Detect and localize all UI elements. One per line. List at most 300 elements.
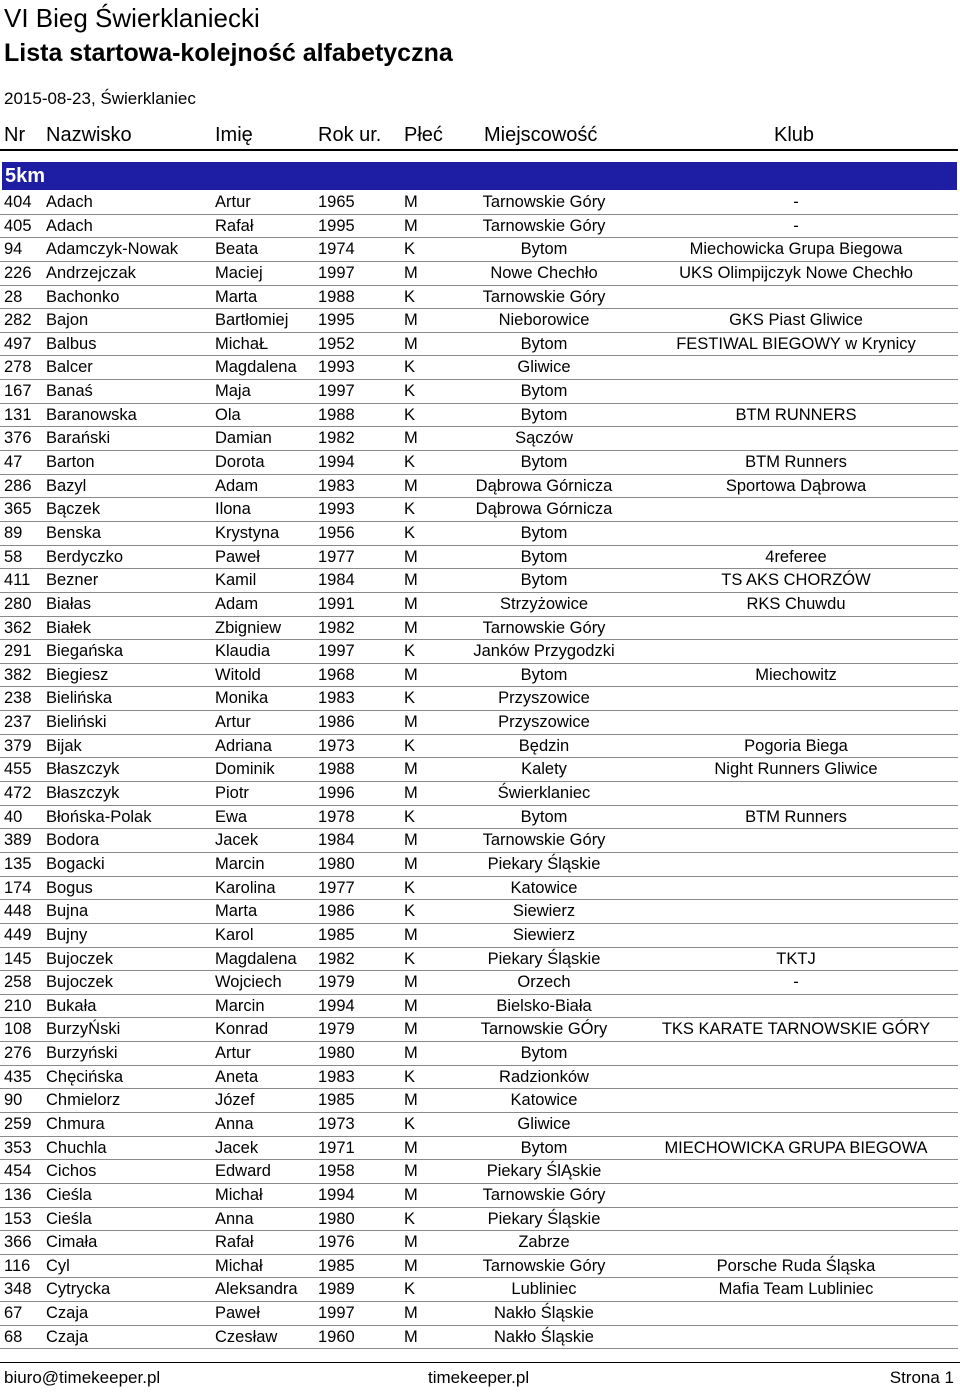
cell-plec: K: [404, 453, 416, 472]
column-header-imie: Imię: [215, 124, 253, 146]
cell-plec: K: [404, 287, 416, 306]
cell-nazwisko: Bujna: [46, 902, 89, 921]
table-row: [0, 569, 958, 593]
cell-miejscowosc: Bytom: [520, 571, 568, 590]
cell-miejscowosc: Bytom: [520, 382, 568, 401]
table-row: [0, 1278, 958, 1302]
cell-rok: 1984: [318, 571, 355, 590]
cell-imie: Maciej: [215, 263, 263, 282]
cell-rok: 1997: [318, 642, 355, 661]
cell-plec: K: [404, 523, 416, 542]
cell-nr: 47: [4, 453, 23, 472]
cell-imie: Paweł: [215, 547, 260, 566]
cell-nr: 366: [4, 1233, 32, 1252]
cell-plec: M: [404, 831, 418, 850]
cell-miejscowosc: Janków Przygodzki: [473, 642, 615, 661]
cell-nazwisko: Cytrycka: [46, 1280, 111, 1299]
column-header-klub: Klub: [774, 124, 815, 146]
cell-klub: UKS Olimpijczyk Nowe Chechło: [679, 263, 913, 282]
footer-page-number: Strona 1: [889, 1368, 954, 1387]
cell-plec: M: [404, 1304, 418, 1323]
cell-rok: 1988: [318, 405, 355, 424]
cell-plec: M: [404, 925, 418, 944]
cell-plec: M: [404, 1185, 418, 1204]
cell-imie: Dominik: [215, 760, 275, 779]
cell-nazwisko: Barton: [46, 453, 95, 472]
cell-nazwisko: Cieśla: [46, 1185, 92, 1204]
cell-plec: K: [404, 807, 416, 826]
cell-imie: Artur: [215, 713, 251, 732]
cell-imie: Ewa: [215, 807, 248, 826]
page-footer: [0, 1362, 960, 1392]
table-row: [0, 664, 958, 688]
cell-nazwisko: Chuchla: [46, 1138, 107, 1157]
cell-nazwisko: Błaszczyk: [46, 760, 120, 779]
cell-imie: Wojciech: [215, 973, 282, 992]
cell-plec: M: [404, 571, 418, 590]
cell-miejscowosc: Nowe Chechło: [490, 263, 598, 282]
cell-nr: 174: [4, 878, 32, 897]
cell-nr: 28: [4, 287, 23, 306]
event-date-location: 2015-08-23, Świerklaniec: [4, 89, 196, 108]
cell-imie: Konrad: [215, 1020, 269, 1039]
table-row: [0, 924, 958, 948]
cell-nazwisko: Bukała: [46, 996, 97, 1015]
column-header-rok: Rok ur.: [318, 124, 382, 146]
cell-imie: Marcin: [215, 996, 265, 1015]
cell-nr: 226: [4, 263, 32, 282]
cell-klub: 4referee: [765, 547, 827, 566]
cell-nr: 382: [4, 665, 32, 684]
cell-miejscowosc: Tarnowskie Góry: [482, 1256, 606, 1275]
cell-miejscowosc: Nakło Śląskie: [494, 1327, 594, 1346]
cell-nr: 40: [4, 807, 23, 826]
cell-miejscowosc: Bytom: [520, 240, 568, 259]
cell-imie: Artur: [215, 193, 251, 211]
cell-miejscowosc: Tarnowskie Góry: [482, 216, 606, 235]
cell-nr: 379: [4, 736, 32, 755]
cell-plec: M: [404, 1091, 418, 1110]
cell-rok: 1979: [318, 973, 355, 992]
cell-nazwisko: Adach: [46, 216, 93, 235]
cell-miejscowosc: Tarnowskie Góry: [482, 193, 606, 211]
cell-rok: 1977: [318, 547, 355, 566]
cell-nazwisko: Białek: [46, 618, 91, 637]
cell-nazwisko: Bachonko: [46, 287, 120, 306]
cell-nazwisko: Cichos: [46, 1162, 97, 1181]
cell-plec: M: [404, 1162, 418, 1181]
cell-rok: 1997: [318, 1304, 355, 1323]
cell-imie: Bartłomiej: [215, 311, 289, 330]
cell-nazwisko: Biegańska: [46, 642, 124, 661]
cell-nr: 116: [4, 1256, 31, 1275]
cell-nazwisko: Chęcińska: [46, 1067, 124, 1086]
table-row: [0, 948, 958, 972]
cell-miejscowosc: Bytom: [520, 334, 568, 353]
cell-imie: Adam: [215, 594, 259, 613]
cell-plec: M: [404, 1020, 418, 1039]
cell-nazwisko: Bazyl: [46, 476, 87, 495]
cell-rok: 1994: [318, 1185, 355, 1204]
cell-rok: 1973: [318, 736, 355, 755]
cell-nazwisko: Bogus: [46, 878, 93, 897]
cell-nr: 136: [4, 1185, 32, 1204]
table-row: [0, 475, 958, 499]
cell-klub: RKS Chuwdu: [746, 594, 846, 613]
table-row: [0, 1089, 958, 1113]
cell-nr: 90: [4, 1091, 23, 1110]
cell-nazwisko: Błaszczyk: [46, 784, 120, 803]
cell-nr: 348: [4, 1280, 32, 1299]
cell-miejscowosc: Będzin: [518, 736, 570, 755]
cell-klub: Night Runners Gliwice: [714, 760, 878, 779]
cell-imie: Krystyna: [215, 523, 280, 542]
table-row: [0, 1042, 958, 1066]
cell-nr: 404: [4, 193, 32, 211]
cell-nr: 68: [4, 1327, 23, 1346]
cell-plec: M: [404, 547, 418, 566]
cell-nr: 280: [4, 594, 32, 613]
cell-nazwisko: Burzyński: [46, 1044, 118, 1063]
cell-plec: K: [404, 902, 416, 921]
cell-nr: 449: [4, 925, 32, 944]
cell-nr: 405: [4, 216, 32, 235]
cell-miejscowosc: Tarnowskie Góry: [482, 1185, 606, 1204]
table-row: [0, 877, 958, 901]
cell-imie: Damian: [215, 429, 272, 448]
cell-plec: M: [404, 429, 418, 448]
cell-rok: 1995: [318, 216, 355, 235]
table-row: [0, 1302, 958, 1326]
cell-plec: M: [404, 713, 418, 732]
cell-plec: K: [404, 405, 416, 424]
table-row: [0, 498, 958, 522]
cell-imie: Klaudia: [215, 642, 271, 661]
cell-klub: TKS KARATE TARNOWSKIE GÓRY: [661, 1020, 931, 1039]
cell-rok: 1984: [318, 831, 355, 850]
cell-plec: K: [404, 240, 416, 259]
cell-nr: 365: [4, 500, 32, 519]
cell-imie: Michał: [215, 1185, 263, 1204]
cell-rok: 1985: [318, 925, 355, 944]
column-header-nr: Nr: [4, 124, 26, 146]
cell-miejscowosc: Piekary Śląskie: [487, 854, 601, 873]
cell-rok: 1993: [318, 500, 355, 519]
cell-imie: Ilona: [215, 500, 251, 519]
cell-nr: 282: [4, 311, 32, 330]
cell-nr: 454: [4, 1162, 32, 1181]
cell-nazwisko: Chmura: [46, 1114, 105, 1133]
cell-nazwisko: Bogacki: [46, 854, 105, 873]
cell-nazwisko: Czaja: [46, 1327, 89, 1346]
table-row: [0, 1018, 958, 1042]
cell-imie: Magdalena: [215, 358, 297, 377]
cell-klub: BTM RUNNERS: [735, 405, 857, 424]
cell-klub: Porsche Ruda Śląska: [716, 1256, 876, 1275]
cell-miejscowosc: Bytom: [520, 547, 568, 566]
cell-plec: M: [404, 973, 418, 992]
cell-miejscowosc: Bytom: [520, 453, 568, 472]
cell-imie: Anna: [215, 1209, 254, 1228]
cell-imie: Piotr: [215, 784, 249, 803]
cell-imie: Paweł: [215, 1304, 260, 1323]
cell-rok: 1994: [318, 996, 355, 1015]
cell-plec: K: [404, 949, 416, 968]
cell-plec: M: [404, 334, 418, 353]
cell-nazwisko: Białas: [46, 594, 91, 613]
cell-nr: 472: [4, 784, 32, 803]
cell-rok: 1971: [318, 1138, 355, 1157]
cell-imie: Aneta: [215, 1067, 259, 1086]
cell-imie: Adriana: [215, 736, 272, 755]
cell-nr: 435: [4, 1067, 32, 1086]
cell-miejscowosc: Bytom: [520, 1138, 568, 1157]
cell-imie: Rafał: [215, 216, 254, 235]
cell-miejscowosc: Bytom: [520, 807, 568, 826]
cell-miejscowosc: Bytom: [520, 523, 568, 542]
table-row: [0, 191, 958, 215]
cell-nazwisko: Bujoczek: [46, 949, 113, 968]
cell-rok: 1989: [318, 1280, 355, 1299]
page-title: VI Bieg Świerklaniecki: [4, 3, 260, 33]
cell-klub: -: [793, 216, 799, 235]
table-row: [0, 522, 958, 546]
footer-website: timekeeper.pl: [428, 1368, 530, 1387]
cell-rok: 1993: [318, 358, 355, 377]
cell-plec: M: [404, 594, 418, 613]
cell-plec: M: [404, 311, 418, 330]
cell-nr: 145: [4, 949, 32, 968]
cell-rok: 1982: [318, 429, 355, 448]
cell-rok: 1952: [318, 334, 355, 353]
cell-rok: 1982: [318, 618, 355, 637]
cell-rok: 1979: [318, 1020, 355, 1039]
cell-rok: 1976: [318, 1233, 355, 1252]
cell-miejscowosc: Dąbrowa Górnicza: [475, 476, 613, 495]
cell-nazwisko: Adach: [46, 193, 93, 211]
cell-plec: K: [404, 642, 416, 661]
cell-nr: 259: [4, 1114, 32, 1133]
table-row: [0, 451, 958, 475]
cell-imie: Artur: [215, 1044, 251, 1063]
cell-miejscowosc: Bielsko-Biała: [496, 996, 592, 1015]
cell-nazwisko: Chmielorz: [46, 1091, 121, 1110]
cell-nr: 286: [4, 476, 32, 495]
cell-nazwisko: Baranowska: [46, 405, 137, 424]
cell-plec: M: [404, 263, 418, 282]
cell-miejscowosc: Tarnowskie GÓry: [480, 1020, 608, 1039]
cell-miejscowosc: Przyszowice: [498, 713, 590, 732]
cell-klub: Mafia Team Lubliniec: [718, 1280, 874, 1299]
cell-nr: 376: [4, 429, 32, 448]
table-row: [0, 1208, 958, 1232]
cell-miejscowosc: Katowice: [510, 1091, 578, 1110]
cell-miejscowosc: Sączów: [515, 429, 573, 448]
cell-imie: Zbigniew: [215, 618, 282, 637]
cell-miejscowosc: Strzyżowice: [499, 594, 589, 613]
cell-rok: 1980: [318, 1209, 355, 1228]
cell-rok: 1995: [318, 311, 355, 330]
column-header-nazwisko: Nazwisko: [46, 124, 132, 146]
cell-rok: 1973: [318, 1114, 355, 1133]
cell-nazwisko: Cyl: [46, 1256, 70, 1275]
table-row: [0, 1326, 958, 1350]
cell-plec: K: [404, 689, 416, 708]
cell-klub: Miechowicka Grupa Biegowa: [689, 240, 903, 259]
cell-imie: Anna: [215, 1114, 254, 1133]
cell-nazwisko: Bijak: [46, 736, 82, 755]
cell-imie: Marta: [215, 902, 258, 921]
cell-nazwisko: Błońska-Polak: [46, 807, 152, 826]
cell-miejscowosc: Siewierz: [512, 925, 576, 944]
cell-plec: M: [404, 1044, 418, 1063]
table-row: [0, 640, 958, 664]
cell-plec: K: [404, 1067, 416, 1086]
cell-nazwisko: Bajon: [46, 311, 89, 330]
cell-imie: Rafał: [215, 1233, 254, 1252]
column-header-plec: Płeć: [404, 124, 443, 146]
cell-miejscowosc: Tarnowskie Góry: [482, 831, 606, 850]
cell-rok: 1986: [318, 902, 355, 921]
table-row: [0, 1137, 958, 1161]
cell-miejscowosc: Tarnowskie Góry: [482, 287, 606, 306]
cell-rok: 1956: [318, 523, 355, 542]
cell-nazwisko: Cieśla: [46, 1209, 92, 1228]
cell-rok: 1991: [318, 594, 355, 613]
cell-plec: K: [404, 358, 416, 377]
cell-miejscowosc: Zabrze: [518, 1233, 570, 1252]
table-row: [0, 286, 958, 310]
table-row: [0, 782, 958, 806]
section-label: 5km: [5, 165, 46, 187]
cell-nazwisko: Bujny: [46, 925, 88, 944]
cell-plec: M: [404, 665, 418, 684]
cell-imie: Witold: [215, 665, 261, 684]
footer-email: biuro@timekeeper.pl: [4, 1368, 161, 1387]
cell-imie: Michał: [215, 1256, 263, 1275]
table-row: [0, 829, 958, 853]
cell-nazwisko: Bączek: [46, 500, 101, 519]
cell-miejscowosc: Katowice: [510, 878, 578, 897]
cell-nr: 58: [4, 547, 23, 566]
cell-nr: 258: [4, 973, 32, 992]
cell-imie: Maja: [215, 382, 251, 401]
cell-klub: Miechowitz: [755, 665, 837, 684]
cell-nr: 131: [4, 405, 32, 424]
cell-nr: 210: [4, 996, 32, 1015]
cell-nazwisko: Benska: [46, 523, 102, 542]
cell-nr: 362: [4, 618, 32, 637]
cell-plec: K: [404, 500, 416, 519]
cell-rok: 1980: [318, 1044, 355, 1063]
cell-nr: 67: [4, 1304, 23, 1323]
table-row: [0, 1113, 958, 1137]
cell-plec: M: [404, 1327, 418, 1346]
table-row: [0, 853, 958, 877]
cell-nr: 291: [4, 642, 32, 661]
cell-plec: M: [404, 193, 418, 211]
table-row: [0, 1184, 958, 1208]
cell-imie: Dorota: [215, 453, 265, 472]
cell-nr: 94: [4, 240, 23, 259]
cell-klub: -: [793, 193, 799, 211]
cell-miejscowosc: Gliwice: [517, 358, 571, 377]
cell-rok: 1986: [318, 713, 355, 732]
cell-nr: 89: [4, 523, 23, 542]
cell-klub: GKS Piast Gliwice: [729, 311, 863, 330]
cell-miejscowosc: Bytom: [520, 1044, 568, 1063]
cell-plec: M: [404, 784, 418, 803]
cell-nazwisko: Andrzejczak: [46, 263, 136, 282]
column-headers: [0, 121, 958, 151]
table-row: [0, 427, 958, 451]
cell-plec: K: [404, 878, 416, 897]
cell-nr: 353: [4, 1138, 32, 1157]
cell-miejscowosc: Nakło Śląskie: [494, 1304, 594, 1323]
cell-plec: M: [404, 618, 418, 637]
cell-miejscowosc: Piekary Śląskie: [487, 1209, 601, 1228]
table-row: [0, 900, 958, 924]
table-row: [0, 309, 958, 333]
cell-rok: 1985: [318, 1091, 355, 1110]
cell-plec: M: [404, 1233, 418, 1252]
cell-plec: M: [404, 854, 418, 873]
cell-rok: 1974: [318, 240, 355, 259]
cell-imie: Aleksandra: [215, 1280, 298, 1299]
start-list-table: [0, 191, 958, 1349]
cell-klub: FESTIWAL BIEGOWY w Krynicy: [676, 334, 916, 353]
table-row: [0, 1231, 958, 1255]
cell-imie: Karol: [215, 925, 254, 944]
cell-rok: 1960: [318, 1327, 355, 1346]
cell-nazwisko: Balbus: [46, 334, 97, 353]
cell-klub: Pogoria Biega: [744, 736, 848, 755]
cell-miejscowosc: Tarnowskie Góry: [482, 618, 606, 637]
cell-nazwisko: Balcer: [46, 358, 93, 377]
cell-rok: 1988: [318, 760, 355, 779]
cell-rok: 1983: [318, 689, 355, 708]
table-row: [0, 333, 958, 357]
table-row: [0, 1255, 958, 1279]
table-row: [0, 546, 958, 570]
cell-rok: 1994: [318, 453, 355, 472]
cell-rok: 1965: [318, 193, 355, 211]
table-row: [0, 617, 958, 641]
table-row: [0, 1160, 958, 1184]
cell-plec: K: [404, 1209, 416, 1228]
cell-klub: MIECHOWICKA GRUPA BIEGOWA: [664, 1138, 928, 1157]
cell-rok: 1983: [318, 1067, 355, 1086]
cell-rok: 1997: [318, 382, 355, 401]
cell-miejscowosc: Kalety: [521, 760, 567, 779]
cell-rok: 1968: [318, 665, 355, 684]
cell-rok: 1978: [318, 807, 355, 826]
cell-nazwisko: BurzyŃski: [46, 1020, 121, 1039]
cell-imie: Adam: [215, 476, 259, 495]
cell-imie: Karolina: [215, 878, 276, 897]
cell-miejscowosc: Przyszowice: [498, 689, 590, 708]
cell-imie: Edward: [215, 1162, 271, 1181]
cell-rok: 1958: [318, 1162, 355, 1181]
cell-nr: 167: [4, 382, 32, 401]
cell-klub: -: [793, 973, 799, 992]
cell-miejscowosc: Orzech: [517, 973, 571, 992]
cell-nr: 238: [4, 689, 32, 708]
cell-imie: Marta: [215, 287, 258, 306]
cell-nr: 135: [4, 854, 32, 873]
cell-nr: 276: [4, 1044, 32, 1063]
cell-klub: TKTJ: [776, 949, 816, 968]
